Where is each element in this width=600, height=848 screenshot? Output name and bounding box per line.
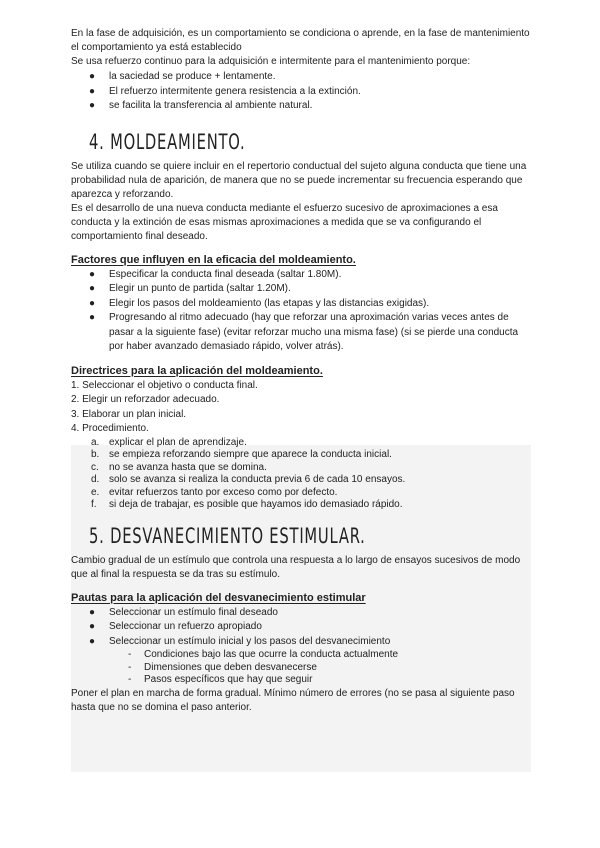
directrices-heading: Directrices para la aplicación del moldeamiento. xyxy=(71,364,323,377)
list-item: 1. Seleccionar el objetivo o conducta final. xyxy=(71,379,258,391)
list-item: 3. Elaborar un plan inicial. xyxy=(71,408,187,420)
document-page xyxy=(71,27,531,715)
list-item: a. explicar el plan de aprendizaje. xyxy=(91,436,247,448)
list-item: ● El refuerzo intermitente genera resistencia a la extinción. xyxy=(71,85,531,100)
steps-list xyxy=(71,379,531,437)
dash-icon: - xyxy=(128,649,132,660)
section-4-heading: 4. MOLDEAMIENTO. xyxy=(89,129,246,154)
procedure-substeps xyxy=(71,437,531,512)
list-item: ● Seleccionar un estímulo final deseado xyxy=(71,606,531,621)
list-item: - Pasos específicos que hay que seguir xyxy=(128,674,313,685)
list-item: e. evitar refuerzos tanto por exceso como por defecto. xyxy=(91,486,338,498)
list-item: ● Especificar la conducta final deseada (saltar 1.80M). xyxy=(71,268,531,283)
pautas-sublist xyxy=(71,649,531,687)
list-item: 4. Procedimiento. xyxy=(71,423,149,434)
section-4-paragraph-2: Es el desarrollo de una nueva conducta mediante el esfuerzo sucesivo de aproximaciones a esa conducta y la extinción de esas mismas aproximaciones a medida que se va configurando el comportamiento final deseado. xyxy=(71,202,498,242)
section-5-paragraph-2: Poner el plan en marcha de forma gradual. Mínimo número de errores (no se pasa al siguiente paso hasta que no se domina el paso anterior. xyxy=(71,687,515,713)
factors-list xyxy=(71,268,531,355)
bullet-icon: ● xyxy=(89,606,96,618)
list-item: - Condiciones bajo las que ocurre la conducta actualmente xyxy=(128,649,399,660)
bullet-icon: ● xyxy=(89,100,96,111)
section-4-paragraph-1: Se utiliza cuando se quiere incluir en el repertorio conductual del sujeto alguna conducta que tiene una probabilidad nula de aparición, de manera que no se puede incrementar su frecuencia esperando que aparezca y reforzando. xyxy=(71,160,527,200)
dash-icon: - xyxy=(128,674,132,685)
intro-paragraph-2: Se usa refuerzo continuo para la adquisición e intermitente para el mantenimiento porque: xyxy=(71,56,471,67)
list-item: ● Elegir un punto de partida (saltar 1.20M). xyxy=(71,282,531,297)
list-item: ● Progresando al ritmo adecuado (hay que reforzar una aproximación varias veces antes de pasar a la siguiente fase) (evitar reforzar mucho una misma fase) (si se pierde una conducta por haber avanzado demasiado rápido, volver atrás). xyxy=(89,312,519,352)
bullet-icon: ● xyxy=(89,85,96,97)
factors-heading: Factores que influyen en la eficacia del moldeamiento. xyxy=(71,253,356,266)
section-5-heading: 5. DESVANECIMIENTO ESTIMULAR. xyxy=(89,523,366,548)
list-item: ● la saciedad se produce + lentamente. xyxy=(71,70,531,85)
list-item: - Dimensiones que deben desvanecerse xyxy=(128,661,317,673)
intro-bullet-list xyxy=(71,70,531,114)
section-5-paragraph-1: Cambio gradual de un estímulo que controla una respuesta a lo largo de ensayos sucesivos de modo que al final la respuesta se da tras su estímulo. xyxy=(71,554,521,580)
bullet-icon: ● xyxy=(89,268,96,280)
list-item: ● Seleccionar un refuerzo apropiado xyxy=(71,620,531,635)
list-item: ● Seleccionar un estímulo inicial y los pasos del desvanecimiento xyxy=(71,635,531,650)
bullet-icon: ● xyxy=(89,71,96,82)
list-item: b. se empieza reforzando siempre que aparece la conducta inicial. xyxy=(91,449,392,460)
pautas-heading: Pautas para la aplicación del desvanecimiento estimular xyxy=(71,591,366,604)
bullet-icon: ● xyxy=(89,283,96,294)
bullet-icon: ● xyxy=(89,297,96,309)
dash-icon: - xyxy=(128,661,132,673)
list-item: ● se facilita la transferencia al ambiente natural. xyxy=(71,99,531,114)
list-item: f. si deja de trabajar, es posible que hayamos ido demasiado rápido. xyxy=(91,499,403,510)
list-item: d. solo se avanza si realiza la conducta previa 6 de cada 10 ensayos. xyxy=(91,474,406,485)
list-item: c. no se avanza hasta que se domina. xyxy=(91,461,267,473)
bullet-icon: ● xyxy=(89,312,96,323)
bullet-icon: ● xyxy=(89,635,96,647)
bullet-icon: ● xyxy=(89,621,96,632)
intro-paragraph-1: En la fase de adquisición, es un comportamiento se condiciona o aprende, en la fase de mantenimiento el comportamiento ya está establecido xyxy=(71,28,530,53)
pautas-list xyxy=(71,606,531,650)
list-item: 2. Elegir un reforzador adecuado. xyxy=(71,394,220,405)
list-item: ● Elegir los pasos del moldeamiento (las etapas y las distancias exigidas). xyxy=(71,297,531,312)
